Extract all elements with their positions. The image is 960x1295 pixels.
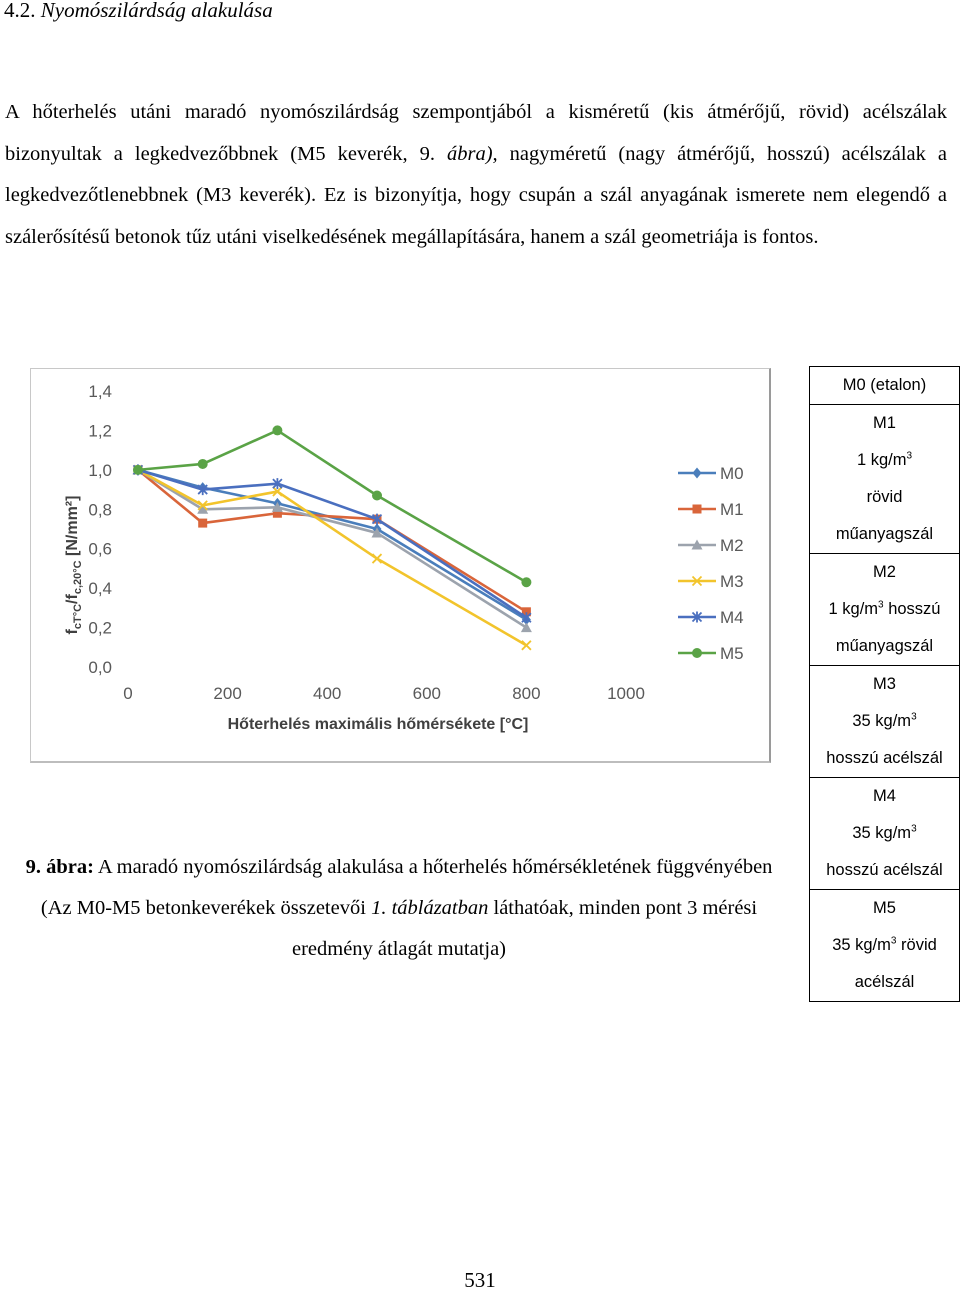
data-point-m5 bbox=[372, 490, 382, 500]
mixture-cell-line: műanyagszál bbox=[835, 637, 934, 655]
line-chart bbox=[31, 369, 769, 761]
section-number: 4.2. bbox=[4, 0, 36, 22]
y-axis-label bbox=[64, 496, 84, 635]
data-point-m3 bbox=[522, 641, 531, 650]
note-pre: (Az M0-M5 betonkeverékek összetevői bbox=[40, 897, 372, 919]
legend-item-m2 bbox=[678, 536, 744, 555]
figure-label: 9. ábra: bbox=[25, 856, 94, 878]
y-tick-label: 0,6 bbox=[88, 539, 112, 559]
data-point-m5 bbox=[133, 465, 143, 475]
series-line-m4 bbox=[138, 470, 526, 618]
chart-legend bbox=[678, 464, 744, 663]
series-lines bbox=[132, 425, 531, 649]
x-tick-label: 600 bbox=[412, 684, 441, 703]
x-tick-label: 800 bbox=[512, 684, 541, 703]
paragraph-part-3: nagyméretű (nagy átmérőjű, hosszú) acélszálak a legkedvezőtlenebbnek (M3 keverék). Ez is bizonyítja, hogy csupán a szál anyagának ismerete nem elegendő a szálerősítésű betonok tűz utáni viselkedésének megállapítására, hanem a szál geometriája is fontos. bbox=[5, 142, 947, 248]
x-tick-label: 1000 bbox=[607, 684, 645, 703]
body-paragraph bbox=[5, 92, 947, 258]
legend-label: M1 bbox=[720, 500, 744, 519]
mixture-cell-line: hosszú acélszál bbox=[826, 749, 943, 767]
y-axis-ticks bbox=[88, 382, 112, 677]
mixture-cell-line: M2 bbox=[873, 563, 896, 581]
mixture-cell bbox=[810, 554, 960, 666]
y-label-sub1: cT°C bbox=[72, 603, 84, 630]
page-number: 531 bbox=[464, 1268, 496, 1292]
mixture-cell-line: acélszál bbox=[854, 973, 915, 991]
legend-item-m5 bbox=[678, 644, 744, 663]
note-post: láthatóak, minden pont 3 mérési eredmény átlagát mutatja) bbox=[291, 897, 758, 960]
mixture-row bbox=[810, 554, 960, 666]
series-line-m0 bbox=[138, 470, 526, 620]
series-m4 bbox=[133, 464, 530, 623]
legend-item-m1 bbox=[678, 500, 744, 519]
mixture-row bbox=[810, 666, 960, 778]
x-tick-label: 0 bbox=[123, 684, 133, 703]
legend-label: M2 bbox=[720, 536, 744, 555]
legend-label: M0 bbox=[720, 464, 744, 483]
mixture-row bbox=[810, 405, 960, 554]
mixture-row bbox=[810, 890, 960, 1002]
mixture-cell bbox=[810, 405, 960, 554]
data-point-m5 bbox=[198, 459, 208, 469]
mixture-cell-line: műanyagszál bbox=[835, 525, 934, 543]
series-m0 bbox=[133, 464, 530, 625]
data-point-m3 bbox=[373, 554, 382, 563]
data-point-m5 bbox=[521, 577, 531, 587]
y-label-sub2: c,20°C bbox=[72, 560, 84, 595]
series-m3 bbox=[133, 465, 530, 649]
legend-item-m3 bbox=[678, 572, 744, 591]
legend-item-m4 bbox=[678, 608, 744, 627]
mixture-cell-line: rövid bbox=[866, 488, 903, 506]
mixture-cell-line: M0 (etalon) bbox=[842, 376, 927, 394]
data-point-m1 bbox=[198, 519, 207, 528]
series-m5 bbox=[133, 425, 531, 587]
y-tick-label: 1,0 bbox=[88, 460, 112, 480]
section-heading bbox=[4, 0, 273, 23]
legend-label: M3 bbox=[720, 572, 744, 591]
mixture-cell bbox=[810, 666, 960, 778]
y-tick-label: 0,4 bbox=[88, 579, 112, 599]
y-tick-label: 0,2 bbox=[88, 618, 112, 638]
mixture-cell-line: hosszú acélszál bbox=[826, 861, 943, 879]
chart-frame bbox=[30, 368, 771, 763]
y-tick-label: 0,0 bbox=[88, 658, 112, 677]
series-line-m3 bbox=[138, 470, 526, 645]
legend-marker bbox=[692, 648, 702, 658]
y-tick-label: 1,2 bbox=[88, 421, 112, 441]
mixture-cell-line: 35 $kg/m^3$ bbox=[852, 711, 917, 730]
x-axis-ticks bbox=[123, 684, 645, 703]
x-axis-label: Hőterhelés maximális hőmérsékete [°C] bbox=[227, 716, 529, 733]
legend-marker bbox=[693, 505, 702, 514]
mixture-cell bbox=[810, 778, 960, 890]
data-point-m5 bbox=[272, 425, 282, 435]
legend-label: M5 bbox=[720, 644, 744, 663]
y-label-main: f bbox=[64, 629, 81, 635]
figure-text: A maradó nyomószilárdság alakulása a hőterhelés hőmérsékletének függvényében bbox=[93, 856, 773, 878]
y-tick-label: 1,4 bbox=[88, 382, 112, 401]
mixture-cell-line: 1 $kg/m^3$ bbox=[856, 450, 913, 469]
x-tick-label: 400 bbox=[313, 684, 342, 703]
mixture-cell-line: M5 bbox=[873, 899, 896, 917]
legend-item-m0 bbox=[678, 464, 744, 483]
mixture-cell-line: M1 bbox=[873, 414, 896, 432]
mixture-cell bbox=[810, 367, 960, 405]
legend-marker bbox=[693, 468, 702, 479]
section-title: Nyomószilárdság alakulása bbox=[40, 0, 273, 22]
legend-label: M4 bbox=[720, 608, 744, 627]
mixture-cell-line: M3 bbox=[873, 675, 896, 693]
y-label-unit: [N/mm²] bbox=[64, 495, 81, 561]
mixture-cell-line: 1 $kg/m^3$ hosszú bbox=[828, 599, 941, 618]
mixture-cell-line: M4 bbox=[873, 787, 896, 805]
mixture-row bbox=[810, 367, 960, 405]
y-label-mid: /f bbox=[64, 594, 81, 604]
mixture-cell-line: 35 $kg/m^3$ bbox=[852, 823, 917, 842]
mixture-legend-table bbox=[809, 366, 960, 1002]
note-table-ref: 1. táblázatban bbox=[371, 897, 489, 919]
figure-caption bbox=[10, 847, 788, 970]
mixture-cell bbox=[810, 890, 960, 1002]
paragraph-figure-ref: ábra), bbox=[446, 142, 498, 165]
data-point-m2 bbox=[521, 622, 532, 632]
mixture-row bbox=[810, 778, 960, 890]
series-m2 bbox=[132, 464, 531, 632]
paragraph-part-1: A hőterhelés utáni maradó nyomószilárdság szempontjából a kisméretű (kis átmérőjű, rövid) acélszálak bizonyultak a legkedvezőbbnek (M5 keverék, 9. bbox=[5, 101, 947, 165]
mixture-cell-line: 35 $kg/m^3$ rövid bbox=[832, 935, 937, 954]
y-tick-label: 0,8 bbox=[88, 500, 112, 520]
x-tick-label: 200 bbox=[213, 684, 242, 703]
